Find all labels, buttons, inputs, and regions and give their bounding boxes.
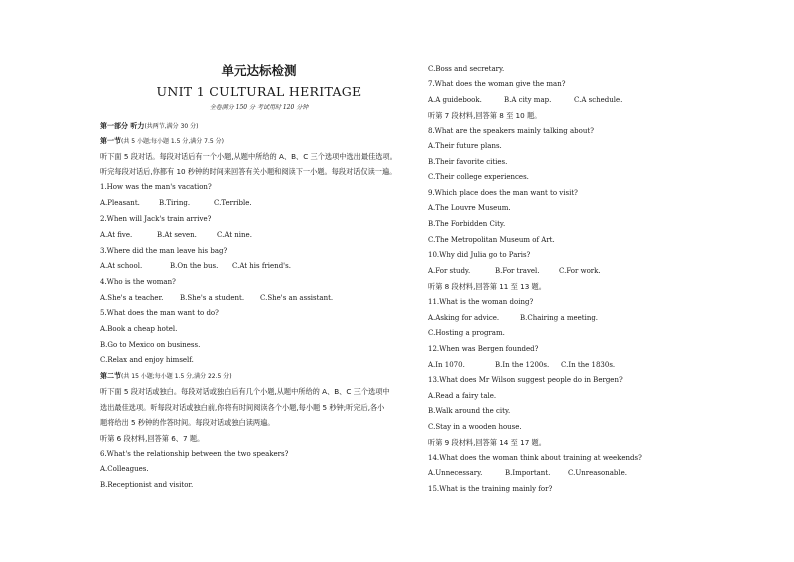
question-12-stem: 12.When was Bergen founded? (428, 345, 539, 353)
section1-heading-text: 第一节 (100, 137, 121, 145)
question-13-stem: 13.What does Mr Wilson suggest people do in Bergen? (428, 376, 623, 384)
question-5-option-b: B.Go to Mexico on business. (100, 341, 201, 349)
question-14-options (428, 469, 627, 478)
listen-material-7: 听第 7 段材料,回答第 8 至 10 题。 (428, 111, 542, 120)
question-15-stem: 15.What is the training mainly for? (428, 485, 553, 493)
section2-heading-text: 第二节 (100, 372, 121, 380)
question-3-option-b: B.On the bus. (170, 262, 219, 270)
question-1-options (100, 199, 252, 208)
question-13-option-a: A.Read a fairy tale. (428, 392, 497, 400)
question-8-option-a: A.Their future plans. (428, 142, 502, 150)
question-14-option-b: B.Important. (505, 469, 551, 477)
question-12-option-a: A.In 1070. (428, 361, 465, 369)
section2-instruction-1: 听下面 5 段对话或独白。每段对话或独白后有几个小题,从题中所给的 A、B、C 三个选项中 (100, 387, 390, 396)
section1-instruction-1: 听下面 5 段对话。每段对话后有一个小题,从题中所给的 A、B、C 三个选项中选出最佳选项。 (100, 152, 397, 161)
question-7-option-c: C.A schedule. (574, 96, 623, 104)
question-10-option-b: B.For travel. (495, 267, 540, 275)
question-6-stem: 6.What's the relationship between the two speakers? (100, 450, 289, 458)
question-9-option-a: A.The Louvre Museum. (428, 204, 511, 212)
question-13-option-b: B.Walk around the city. (428, 407, 511, 415)
section2-heading (100, 372, 232, 381)
question-9-stem: 9.Which place does the man want to visit? (428, 189, 578, 197)
question-11-options (428, 314, 598, 323)
question-12-options (428, 361, 615, 370)
question-9-option-c: C.The Metropolitan Museum of Art. (428, 236, 555, 244)
question-8-option-c: C.Their college experiences. (428, 173, 529, 181)
question-4-stem: 4.Who is the woman? (100, 278, 176, 286)
question-2-option-c: C.At nine. (217, 231, 252, 239)
question-1-stem: 1.How was the man's vacation? (100, 183, 212, 191)
listen-material-9: 听第 9 段材料,回答第 14 至 17 题。 (428, 438, 546, 447)
question-2-options (100, 231, 252, 240)
section1-heading (100, 137, 224, 146)
question-2-option-a: A.At five. (100, 231, 133, 239)
section2-instruction-2: 选出最佳选项。听每段对话或独白前,你将有时间阅读各个小题,每小题 5 秒钟;听完后,各小 (100, 403, 385, 412)
section1-heading-note: (共 5 小题;每小题 1.5 分,满分 7.5 分) (121, 138, 224, 145)
unit-title: UNIT 1 CULTURAL HERITAGE (156, 84, 362, 99)
part1-heading-note: (共两节,满分 30 分) (144, 123, 199, 130)
question-7-options (428, 96, 622, 105)
question-11-stem: 11.What is the woman doing? (428, 298, 534, 306)
question-11-option-b: B.Chairing a meeting. (520, 314, 599, 322)
question-12-option-b: B.In the 1200s. (495, 361, 550, 369)
page-title: 单元达标检测 (221, 63, 297, 78)
question-5-stem: 5.What does the man want to do? (100, 309, 219, 317)
question-4-option-a: A.She's a teacher. (100, 294, 164, 302)
question-5-option-a: A.Book a cheap hotel. (100, 325, 178, 333)
section1-instruction-2: 听完每段对话后,你都有 10 秒钟的时间来回答有关小题和阅读下一小题。每段对话仅读一遍。 (100, 167, 397, 176)
question-6-option-c: C.Boss and secretary. (428, 65, 505, 73)
question-11-option-a: A.Asking for advice. (428, 314, 500, 322)
question-9-option-b: B.The Forbidden City. (428, 220, 506, 228)
question-10-stem: 10.Why did Julia go to Paris? (428, 251, 531, 259)
question-3-options (100, 262, 291, 271)
section2-instruction-3: 题将给出 5 秒钟的作答时间。每段对话或独白读两遍。 (100, 418, 275, 427)
question-1-option-a: A.Pleasant. (100, 199, 140, 207)
question-14-option-c: C.Unreasonable. (568, 469, 627, 477)
question-2-stem: 2.When will Jack's train arrive? (100, 215, 212, 223)
question-7-option-a: A.A guidebook. (428, 96, 482, 104)
question-7-stem: 7.What does the woman give the man? (428, 80, 566, 88)
question-8-option-b: B.Their favorite cities. (428, 158, 508, 166)
question-8-stem: 8.What are the speakers mainly talking about? (428, 127, 594, 135)
question-7-option-b: B.A city map. (504, 96, 552, 104)
question-3-option-c: C.At his friend's. (232, 262, 291, 270)
score-info: 全卷满分 150 分 考试用时 120 分钟 (209, 104, 309, 111)
question-5-option-c: C.Relax and enjoy himself. (100, 356, 194, 364)
question-13-option-c: C.Stay in a wooden house. (428, 423, 522, 431)
question-14-option-a: A.Unnecessary. (428, 469, 483, 477)
question-12-option-c: C.In the 1830s. (561, 361, 616, 369)
question-4-option-b: B.She's a student. (180, 294, 245, 302)
question-3-stem: 3.Where did the man leave his bag? (100, 247, 228, 255)
listen-material-8: 听第 8 段材料,回答第 11 至 13 题。 (428, 282, 546, 291)
question-14-stem: 14.What does the woman think about training at weekends? (428, 454, 642, 462)
question-3-option-a: A.At school. (100, 262, 143, 270)
question-11-option-c: C.Hosting a program. (428, 329, 505, 337)
question-4-options (100, 294, 333, 303)
part1-heading (100, 122, 198, 131)
question-10-options (428, 267, 601, 276)
listen-material-6: 听第 6 段材料,回答第 6、7 题。 (100, 434, 205, 443)
question-2-option-b: B.At seven. (157, 231, 197, 239)
question-1-option-b: B.Tiring. (159, 199, 191, 207)
question-6-option-b: B.Receptionist and visitor. (100, 481, 194, 489)
part1-heading-text: 第一部分 听力 (100, 122, 145, 130)
question-1-option-c: C.Terrible. (214, 199, 252, 207)
question-4-option-c: C.She's an assistant. (260, 294, 334, 302)
section2-heading-note: (共 15 小题;每小题 1.5 分,满分 22.5 分) (121, 373, 232, 380)
question-10-option-a: A.For study. (428, 267, 471, 275)
question-10-option-c: C.For work. (559, 267, 601, 275)
question-6-option-a: A.Colleagues. (100, 465, 149, 473)
